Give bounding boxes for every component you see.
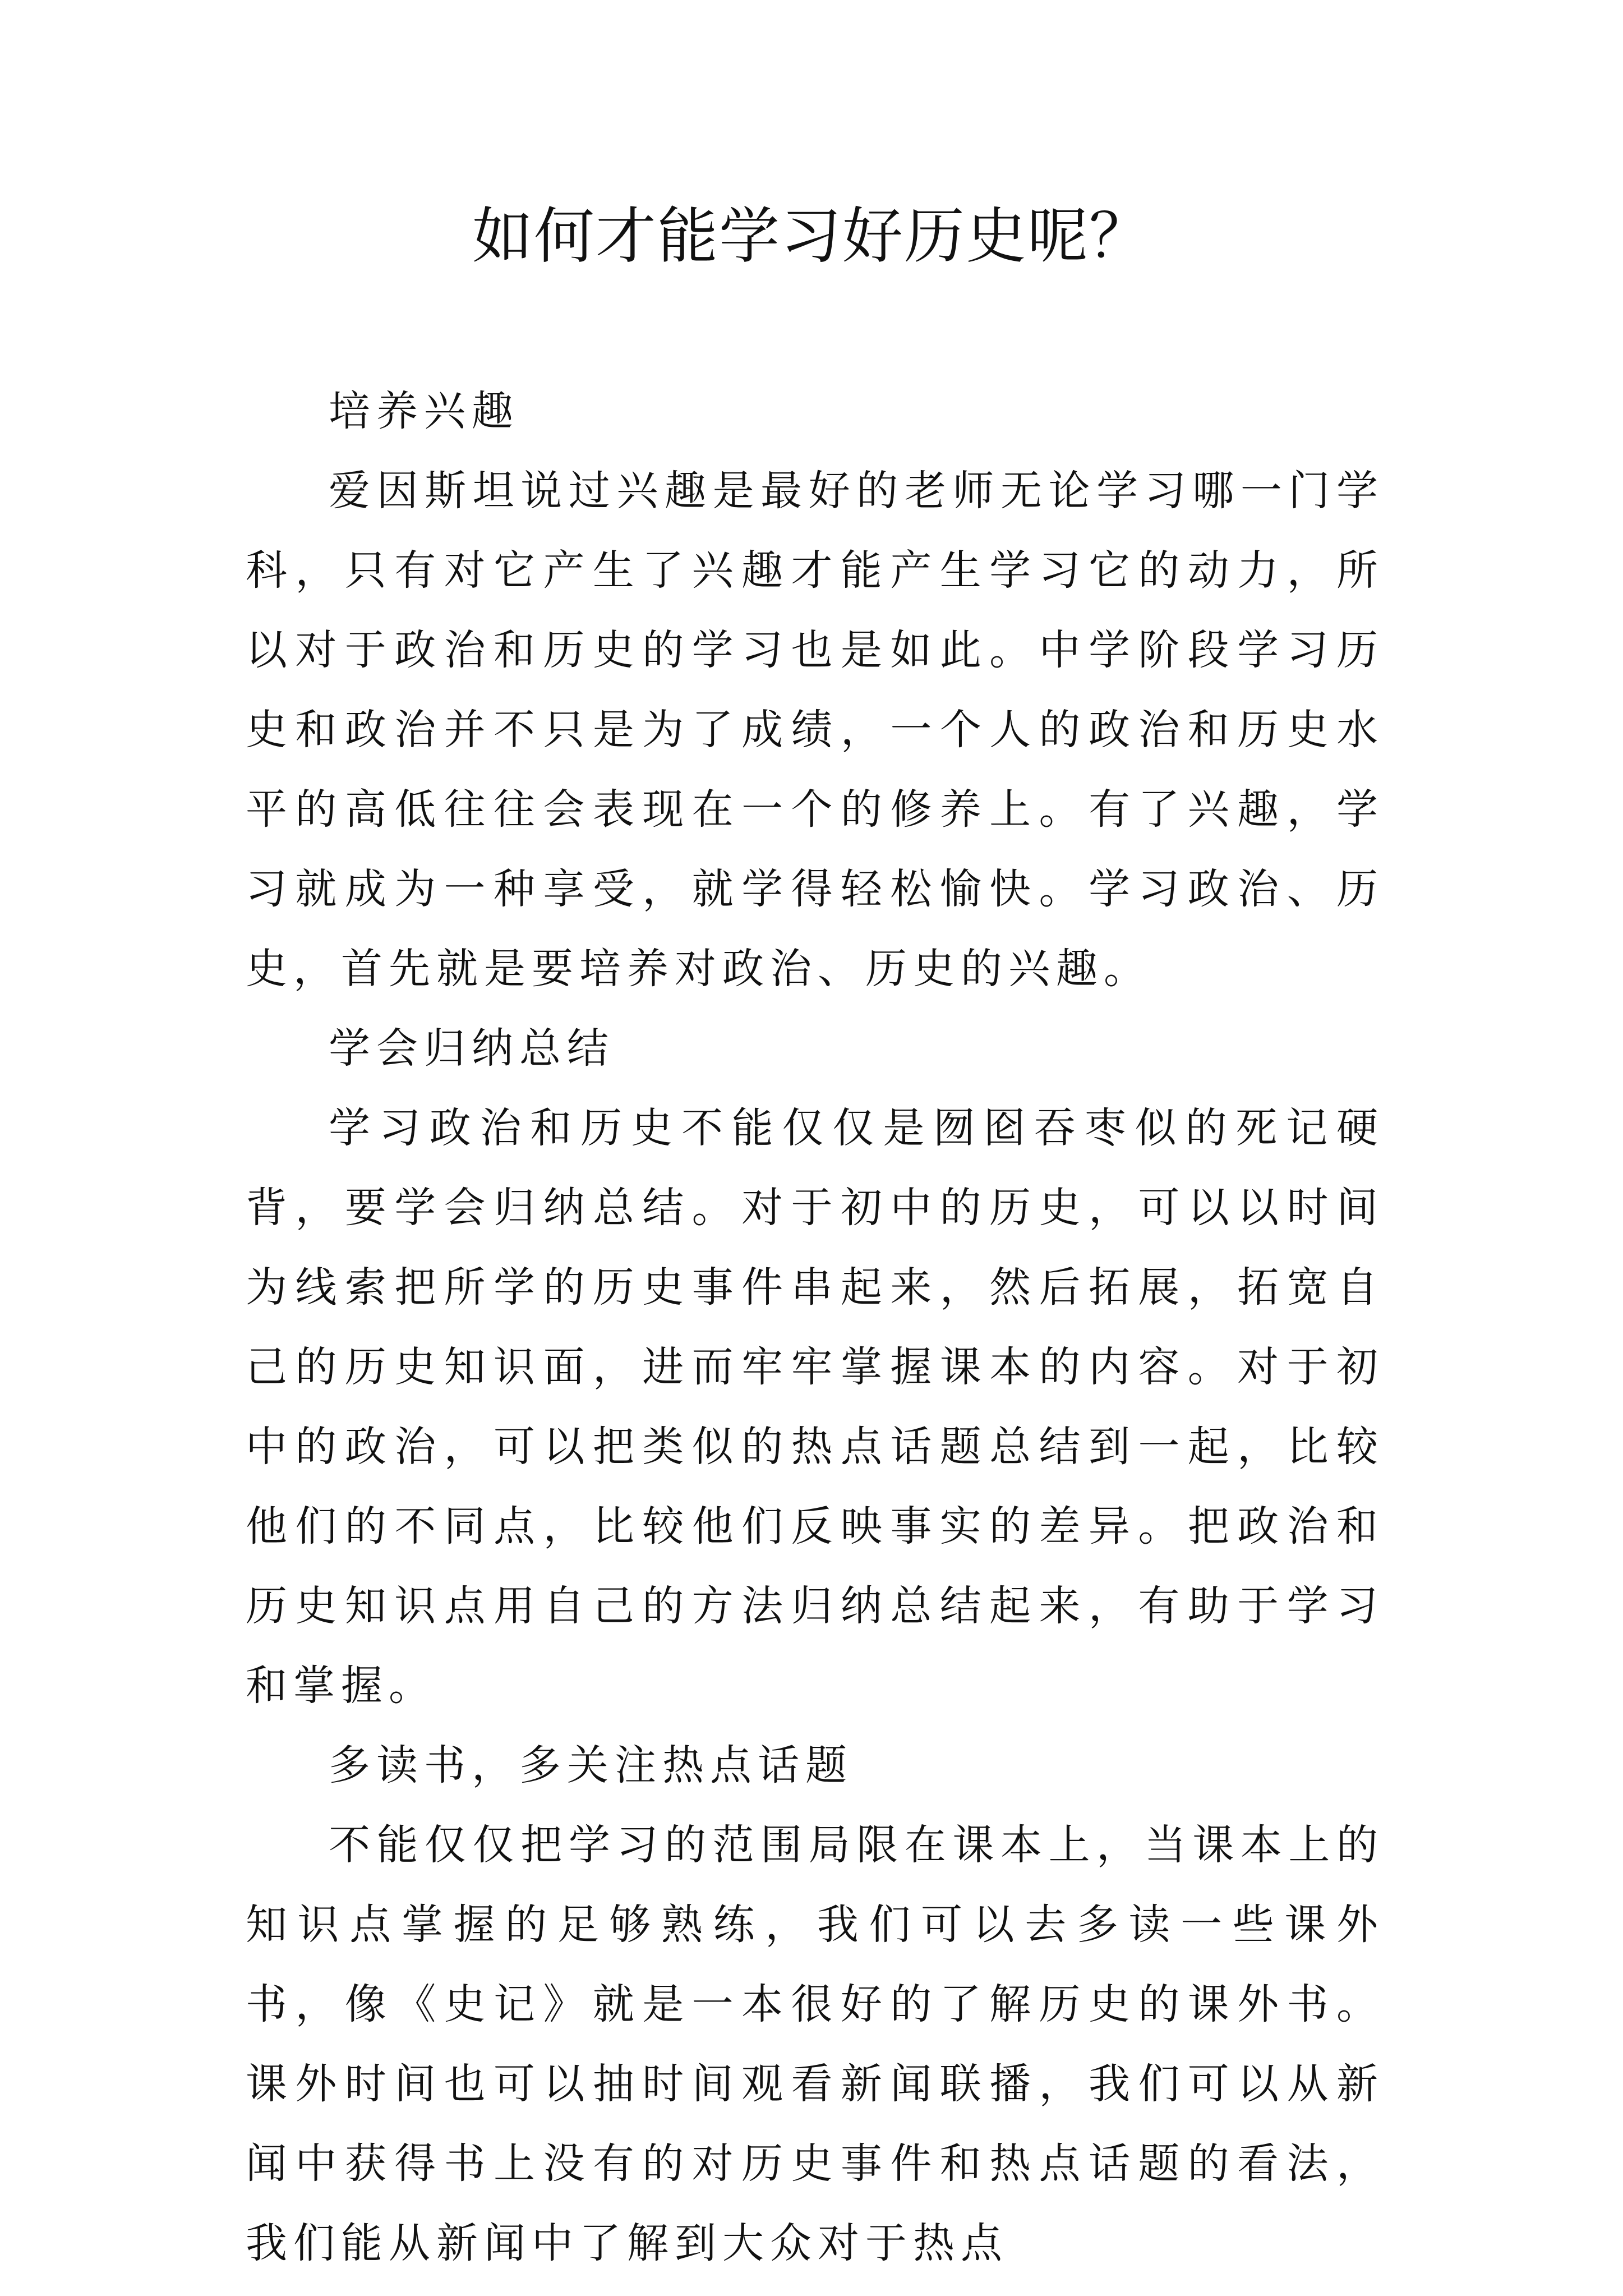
section-heading-reading: 多读书，多关注热点话题 (329, 1741, 853, 1789)
paragraph-summarize: 学习政治和历史不能仅仅是囫囵吞枣似的死记硬背，要学会归纳总结。对于初中的历史，可以以时间为线索把所学的历史事件串起来，然后拓展，拓宽自己的历史知识面，进而牢牢掌握课本的内容。对于初中的政治，可以把类似的热点话题总结到一起，比较他们的不同点，比较他们反映事实的差异。把政治和历史知识点用自己的方法归纳总结起来，有助于学习和掌握。 (246, 1104, 1384, 1710)
document-title: 如何才能学习好历史呢？ (472, 201, 1151, 272)
paragraph-reading: 不能仅仅把学习的范围局限在课本上，当课本上的知识点掌握的足够熟练，我们可以去多读一些课外书，像《史记》就是一本很好的了解历史的课外书。课外时间也可以抽时间观看新闻联播，我们可以从新闻中获得书上没有的对历史事件和热点话题的看法，我们能从新闻中了解到大众对于热点 (246, 1821, 1384, 2267)
document-body (246, 371, 1384, 2283)
section-heading-summarize: 学会归纳总结 (329, 1024, 615, 1073)
paragraph-interest: 爱因斯坦说过兴趣是最好的老师无论学习哪一门学科，只有对它产生了兴趣才能产生学习它的动力，所以对于政治和历史的学习也是如此。中学阶段学习历史和政治并不只是为了成绩，一个人的政治和历史水平的高低往往会表现在一个的修养上。有了兴趣，学习就成为一种享受，就学得轻松愉快。学习政治、历史，首先就是要培养对政治、历史的兴趣。 (246, 467, 1384, 993)
section-heading-interest: 培养兴趣 (329, 387, 519, 435)
